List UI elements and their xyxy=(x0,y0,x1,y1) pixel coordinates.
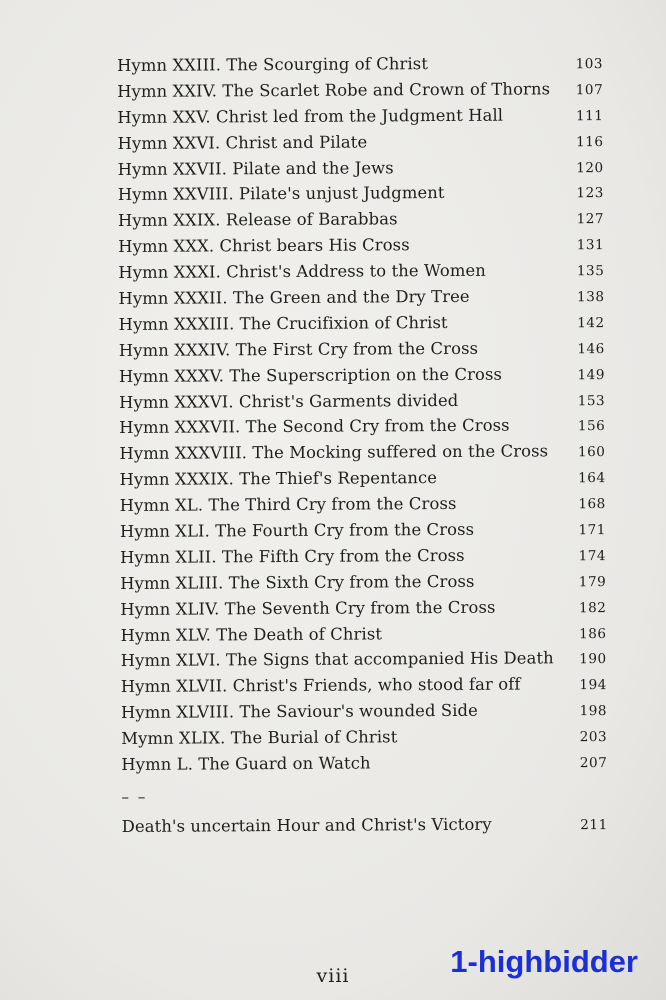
toc-entry-page: 171 xyxy=(578,522,606,539)
toc-entry-page: 156 xyxy=(577,418,606,435)
page-number: viii xyxy=(316,965,350,987)
toc-entry-page: 190 xyxy=(579,651,607,668)
toc-entry-title: Hymn XLVI. The Signs that accompanied His Death xyxy=(120,648,554,671)
toc-entry xyxy=(117,131,603,160)
toc-entry-title: Hymn XXXI. Christ's Address to the Women xyxy=(118,260,486,283)
toc-entry-page: 194 xyxy=(579,677,607,694)
toc-entry-page: 120 xyxy=(576,159,604,176)
toc-entry xyxy=(120,467,606,496)
toc-entry xyxy=(120,519,606,548)
toc-entry-page: 179 xyxy=(578,573,607,591)
watermark-label: 1-highbidder xyxy=(450,944,638,979)
toc-entry-page: 164 xyxy=(578,470,606,487)
toc-entry-title: Hymn XLIII. The Sixth Cry from the Cross xyxy=(120,571,475,593)
toc-entry xyxy=(120,571,606,600)
toc-entry-page: 186 xyxy=(579,625,607,642)
toc-entry-title: Hymn XXVIII. Pilate's unjust Judgment xyxy=(117,183,445,205)
toc-entry-page: 135 xyxy=(576,263,605,280)
toc-entry-title: Hymn XXXVI. Christ's Garments divided xyxy=(119,390,459,412)
toc-entry-page: 203 xyxy=(579,729,608,746)
toc-entry-title: Hymn XXXV. The Superscription on the Cross xyxy=(118,364,503,386)
toc-entry-title: Hymn XXIV. The Scarlet Robe and Crown of Thorns xyxy=(117,79,551,101)
toc-entry xyxy=(120,545,606,574)
toc-entry-page: 107 xyxy=(575,81,604,99)
toc-entry-page: 198 xyxy=(579,703,608,720)
toc-entry xyxy=(118,157,604,186)
toc-entry-page: 211 xyxy=(580,816,608,834)
toc-entry xyxy=(120,597,606,626)
toc-entry xyxy=(120,623,606,652)
toc-entry-title: Hymn L. The Guard on Watch xyxy=(121,753,371,775)
toc-entry xyxy=(118,260,604,289)
toc-entry-title: Hymn XXXVIII. The Mocking suffered on the Cross xyxy=(119,441,549,464)
toc-entry-page: 182 xyxy=(578,599,607,616)
toc-entry xyxy=(119,441,605,470)
toc-entry-title: Hymn XLII. The Fifth Cry from the Cross xyxy=(120,545,465,567)
toc-entry-title: Hymn XXXIV. The First Cry from the Cross xyxy=(118,338,479,360)
toc-entry-page: 138 xyxy=(576,289,605,306)
toc-entries xyxy=(117,53,607,781)
toc-entry-page: 123 xyxy=(576,185,604,202)
toc-entry-title: Hymn XXXII. The Green and the Dry Tree xyxy=(118,286,470,309)
toc-entry-title: Hymn XXV. Christ led from the Judgment Hall xyxy=(117,105,504,127)
toc-entry-page: 131 xyxy=(576,237,605,254)
toc-entry xyxy=(119,390,605,419)
toc-entry-title: Hymn XLVIII. The Saviour's wounded Side xyxy=(120,701,478,723)
toc-entry-title: Hymn XLI. The Fourth Cry from the Cross xyxy=(119,519,475,542)
toc-entry xyxy=(119,364,605,393)
toc-entry-title: Death's uncertain Hour and Christ's Victory xyxy=(121,814,492,836)
toc-entry-page: 207 xyxy=(579,755,608,772)
toc-entry-page: 127 xyxy=(576,211,605,228)
toc-entry-title: Hymn XXX. Christ bears His Cross xyxy=(118,235,410,257)
toc-entry-page: 103 xyxy=(575,56,604,73)
toc-entry xyxy=(121,700,607,729)
toc-final-entry xyxy=(122,814,608,843)
toc-entry-title: Hymn XLVII. Christ's Friends, who stood far off xyxy=(120,674,521,697)
toc-entry xyxy=(117,53,603,82)
toc-entry xyxy=(117,79,603,108)
toc-entry xyxy=(119,338,605,367)
toc-entry-page: 168 xyxy=(578,496,606,513)
toc-entry-title: Hymn XXIX. Release of Barabbas xyxy=(117,209,398,231)
toc-entry-page: 153 xyxy=(577,392,606,409)
toc-entry-page: 149 xyxy=(577,366,606,383)
toc-entry-page: 174 xyxy=(578,547,607,565)
toc-entry-title: Hymn XLV. The Death of Christ xyxy=(120,623,383,645)
toc-entry xyxy=(121,726,607,755)
toc-entry-page: 111 xyxy=(575,107,604,124)
toc-entry xyxy=(120,493,606,522)
toc-entry-page: 116 xyxy=(576,133,604,150)
toc-entry-title: Hymn XXIII. The Scourging of Christ xyxy=(117,54,429,75)
toc-entry-title: Hymn XXVI. Christ and Pilate xyxy=(117,132,368,153)
table-of-contents xyxy=(117,53,608,843)
toc-entry xyxy=(118,182,604,211)
toc-entry-title: Hymn XXXVII. The Second Cry from the Cross xyxy=(119,416,510,438)
toc-entry-title: Hymn XXVII. Pilate and the Jews xyxy=(117,157,394,179)
toc-entry xyxy=(119,312,605,341)
toc-entry-title: Hymn XL. The Third Cry from the Cross xyxy=(119,494,457,516)
toc-entry-page: 142 xyxy=(577,314,605,332)
toc-entry xyxy=(121,674,607,703)
toc-entry-page: 160 xyxy=(577,444,606,461)
toc-entry-title: Mymn XLIX. The Burial of Christ xyxy=(121,727,398,749)
toc-entry-title: Hymn XXXIX. The Thief's Repentance xyxy=(119,468,438,490)
toc-entry-title: Hymn XLIV. The Seventh Cry from the Cross xyxy=(120,597,496,619)
toc-entry-page: 146 xyxy=(577,340,605,357)
toc-entry xyxy=(121,752,607,781)
toc-entry xyxy=(119,415,605,444)
toc-entry-title: Hymn XXXIII. The Crucifixion of Christ xyxy=(118,312,448,334)
separator-dash: – – xyxy=(121,787,148,806)
toc-entry xyxy=(121,649,607,678)
toc-entry xyxy=(118,208,604,237)
toc-entry xyxy=(118,286,604,315)
toc-entry xyxy=(117,105,603,134)
toc-entry xyxy=(118,234,604,263)
